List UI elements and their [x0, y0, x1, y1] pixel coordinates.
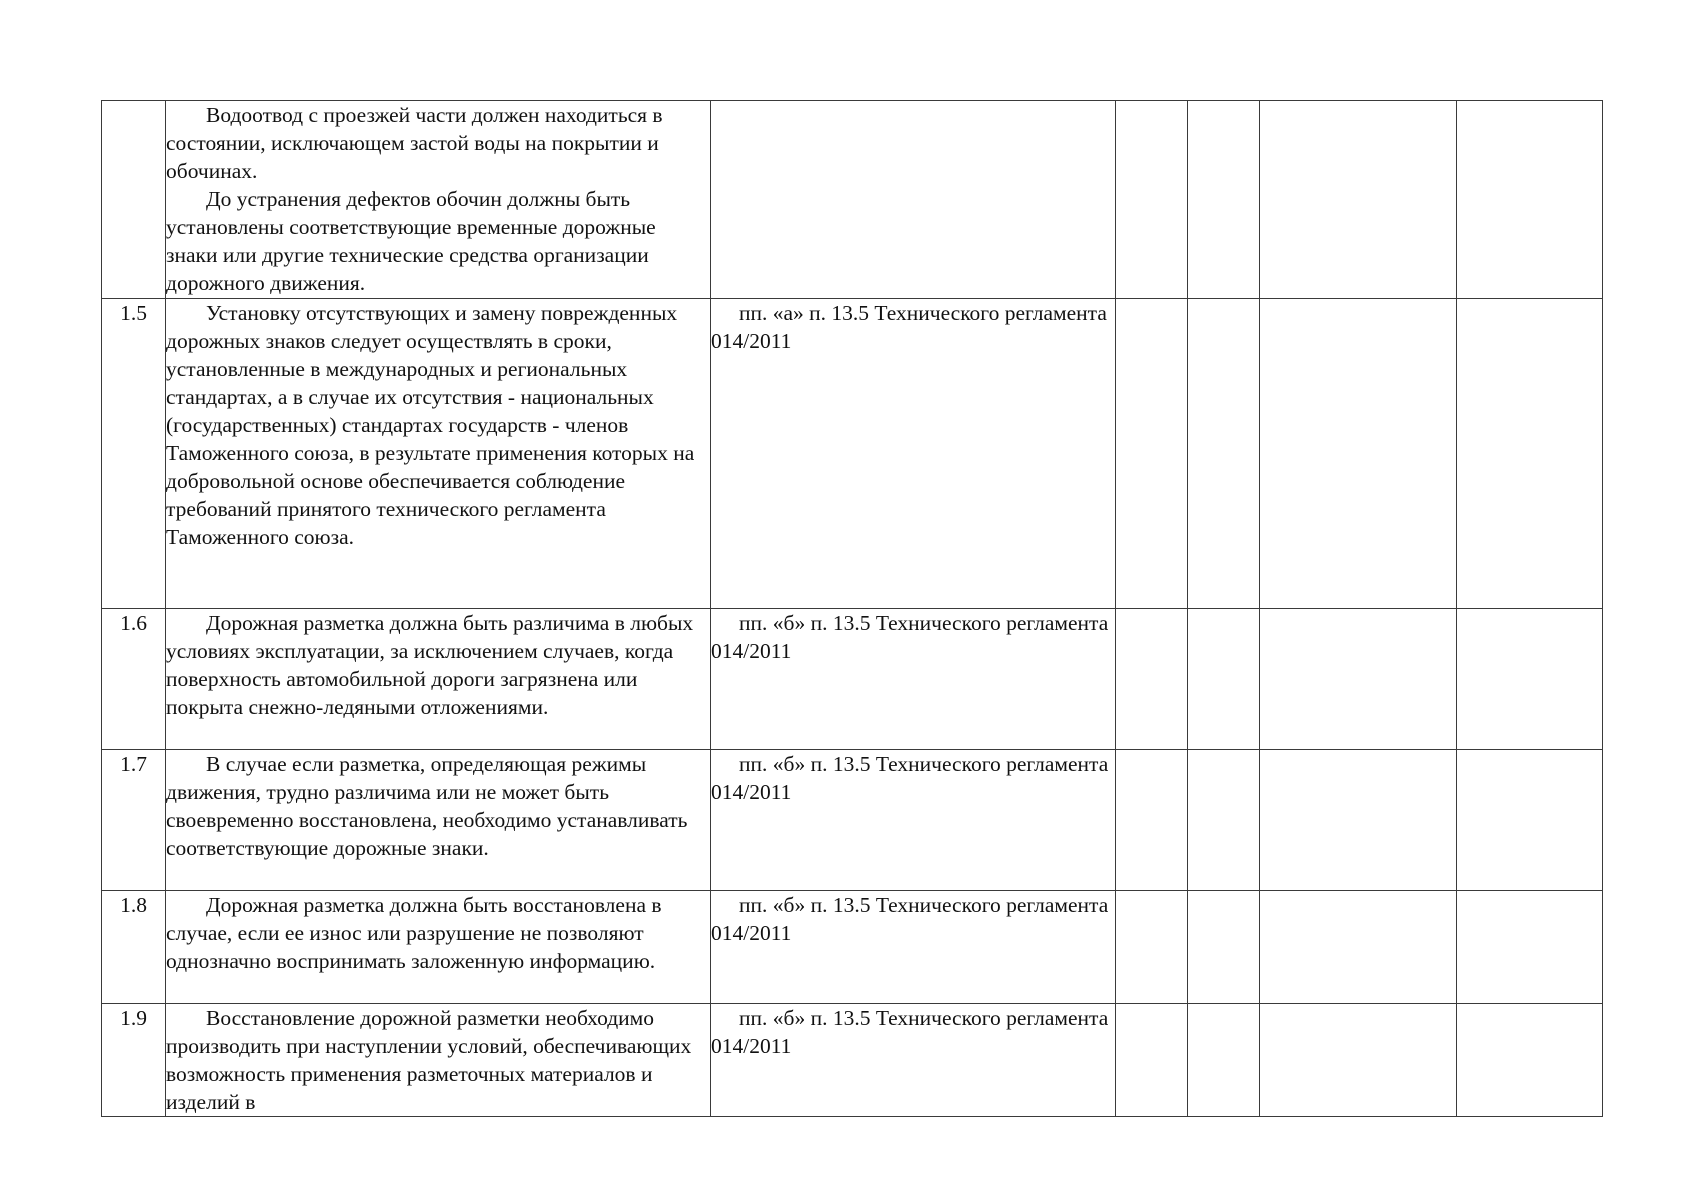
row-number-cell [102, 101, 166, 299]
note-cell [1260, 1004, 1457, 1117]
reference-text: пп. «а» п. 13.5 Технического регламента 014/2011 [711, 301, 1107, 353]
checklist-table [101, 100, 1603, 1117]
check-cell [1116, 1004, 1188, 1117]
row-number-cell: 1.5 [102, 299, 166, 609]
requirement-cell [166, 299, 711, 609]
check-cell [1188, 101, 1260, 299]
requirement-paragraph: Установку отсутствующих и замену поврежденных дорожных знаков следует осуществлять в сроки, установленные в международных и региональных стандартах, а в случае их отсутствия - национальных (государственных) стандартах государств - членов Таможенного союза, в результате применения которых на добровольной основе обеспечивается соблюдение требований принятого технического регламента Таможенного союза. [166, 301, 695, 549]
table-row [102, 609, 1603, 750]
requirement-cell [166, 101, 711, 299]
note-cell [1457, 101, 1603, 299]
requirement-paragraph: Дорожная разметка должна быть различима в любых условиях эксплуатации, за исключением случаев, когда поверхность автомобильной дороги загрязнена или покрыта снежно-ледяными отложениями. [166, 611, 694, 719]
check-cell [1116, 299, 1188, 609]
reference-cell [711, 1004, 1116, 1117]
reference-cell [711, 101, 1116, 299]
reference-text: пп. «б» п. 13.5 Технического регламента 014/2011 [711, 611, 1109, 663]
note-cell [1457, 891, 1603, 1004]
requirement-paragraph: Восстановление дорожной разметки необходимо производить при наступлении условий, обеспечивающих возможность применения разметочных материалов и изделий в [166, 1006, 692, 1114]
requirement-paragraph: До устранения дефектов обочин должны быть установлены соответствующие временные дорожные знаки или другие технические средства организации дорожного движения. [166, 187, 656, 295]
reference-cell [711, 891, 1116, 1004]
reference-text: пп. «б» п. 13.5 Технического регламента 014/2011 [711, 1006, 1109, 1058]
note-cell [1457, 299, 1603, 609]
requirement-cell [166, 891, 711, 1004]
check-cell [1188, 750, 1260, 891]
table-row [102, 750, 1603, 891]
check-cell [1188, 1004, 1260, 1117]
note-cell [1260, 891, 1457, 1004]
note-cell [1260, 609, 1457, 750]
check-cell [1188, 891, 1260, 1004]
note-cell [1457, 750, 1603, 891]
table-row [102, 101, 1603, 299]
requirement-cell [166, 750, 711, 891]
requirement-paragraph: Водоотвод с проезжей части должен находиться в состоянии, исключающем застой воды на покрытии и обочинах. [166, 103, 663, 183]
requirement-cell [166, 1004, 711, 1117]
requirement-paragraph: В случае если разметка, определяющая режимы движения, трудно различима или не может быть своевременно восстановлена, необходимо устанавливать соответствующие дорожные знаки. [166, 752, 688, 860]
check-cell [1116, 750, 1188, 891]
table-row [102, 1004, 1603, 1117]
check-cell [1116, 101, 1188, 299]
requirement-cell [166, 609, 711, 750]
row-number-cell: 1.8 [102, 891, 166, 1004]
check-cell [1116, 891, 1188, 1004]
note-cell [1260, 299, 1457, 609]
check-cell [1116, 609, 1188, 750]
reference-cell [711, 750, 1116, 891]
reference-cell [711, 609, 1116, 750]
note-cell [1457, 1004, 1603, 1117]
note-cell [1260, 101, 1457, 299]
row-number-cell: 1.7 [102, 750, 166, 891]
row-number-cell: 1.6 [102, 609, 166, 750]
requirement-paragraph: Дорожная разметка должна быть восстановлена в случае, если ее износ или разрушение не позволяют однозначно воспринимать заложенную информацию. [166, 893, 662, 973]
table-row [102, 299, 1603, 609]
reference-cell [711, 299, 1116, 609]
note-cell [1260, 750, 1457, 891]
reference-text: пп. «б» п. 13.5 Технического регламента 014/2011 [711, 752, 1109, 804]
check-cell [1188, 609, 1260, 750]
check-cell [1188, 299, 1260, 609]
reference-text: пп. «б» п. 13.5 Технического регламента 014/2011 [711, 893, 1109, 945]
note-cell [1457, 609, 1603, 750]
row-number-cell: 1.9 [102, 1004, 166, 1117]
table-row [102, 891, 1603, 1004]
